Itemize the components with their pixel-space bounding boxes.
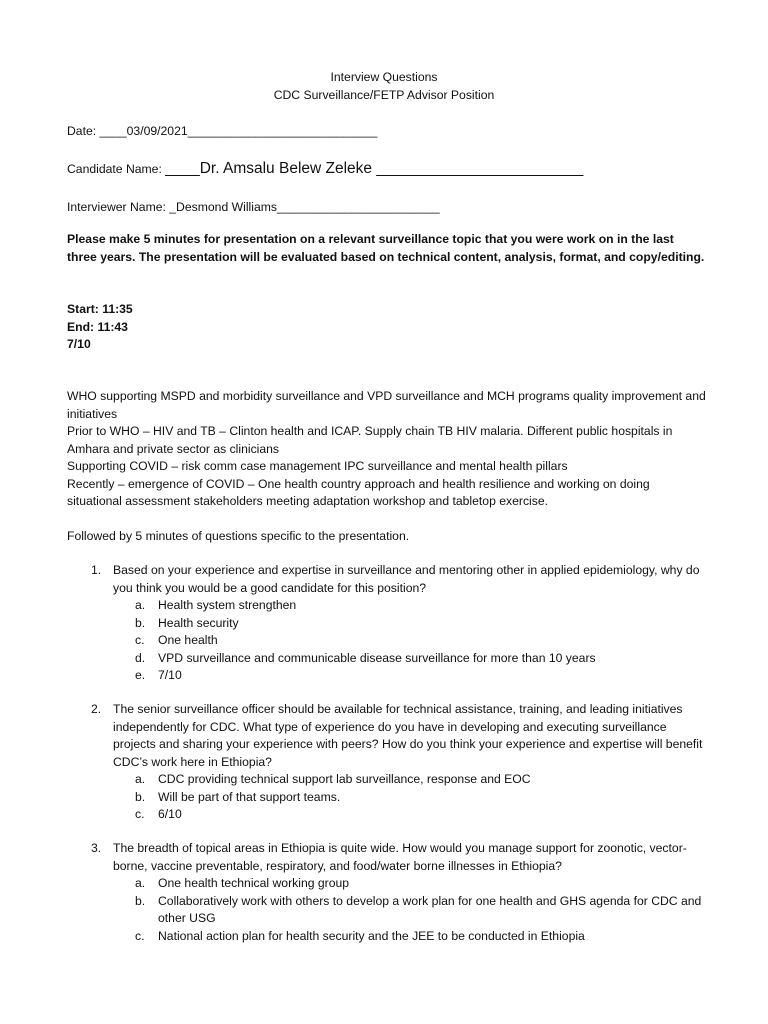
candidate-row: [67, 160, 707, 179]
answer-letter: b.: [135, 789, 146, 804]
question-2: [67, 701, 707, 824]
end-time: End: 11:43: [67, 319, 128, 334]
answer-item: [135, 597, 707, 615]
document-title: Interview Questions: [330, 70, 438, 84]
answer-letter: a.: [135, 772, 146, 786]
answer-item: [135, 667, 707, 685]
note-paragraph: Prior to WHO – HIV and TB – Clinton health and ICAP. Supply chain TB HIV malaria. Different public hospitals in Amhara and private sector as clinicians: [67, 424, 673, 456]
answer-letter: c.: [135, 807, 145, 821]
question-number: 2.: [91, 702, 102, 716]
answer-text: VPD surveillance and communicable disease surveillance for more than 10 years: [158, 650, 596, 665]
answer-letter: e.: [135, 668, 146, 682]
question-text: Based on your experience and expertise in surveillance and mentoring other in applied epidemiology, why do you think you would be a good candidate for this position?: [113, 563, 700, 595]
answer-letter: b.: [135, 615, 146, 630]
answer-text: Collaboratively work with others to develop a work plan for one health and GHS agenda for CDC and other USG: [158, 893, 702, 925]
interviewer-row: [67, 199, 707, 217]
answer-text: One health technical working group: [158, 876, 350, 890]
answer-letter: c.: [135, 633, 145, 647]
answer-item: [135, 650, 707, 668]
question-3: [67, 840, 707, 945]
answer-text: Health security: [158, 615, 239, 630]
timing-block: [67, 301, 707, 354]
answer-item: [135, 615, 707, 633]
answer-text: Will be part of that support teams.: [158, 789, 341, 804]
answer-text: One health: [158, 633, 218, 647]
presentation-score: 7/10: [67, 337, 91, 351]
answer-item: [135, 893, 707, 928]
answer-item: [135, 928, 707, 946]
answer-text: 6/10: [158, 807, 182, 821]
question-number: 3.: [91, 841, 102, 855]
answer-letter: d.: [135, 650, 146, 665]
interview-notes: [67, 388, 707, 511]
answer-text: Health system strengthen: [158, 598, 297, 612]
question-text: The senior surveillance officer should be available for technical assistance, training, and leading initiatives independently for CDC. What type of experience do you have in developing and executing surveillance projects and sharing your experience with peers? How do you think your experience and expertise will benefit CDC’s work here in Ethiopia?: [113, 702, 703, 769]
answer-letter: a.: [135, 876, 146, 890]
answer-item: [135, 806, 707, 824]
answer-letter: b.: [135, 893, 146, 908]
date-value: ____03/09/2021____________________________: [99, 124, 378, 138]
candidate-value: ____Dr. Amsalu Belew Zeleke ________________________: [165, 160, 584, 177]
candidate-label: Candidate Name:: [67, 162, 162, 176]
note-paragraph: Supporting COVID – risk comm case management IPC surveillance and mental health pillars: [67, 459, 568, 473]
instructions-paragraph: Please make 5 minutes for presentation on a relevant surveillance topic that you were work on in the last three years. The presentation will be evaluated based on technical content, analysis, format, and copy/editing.: [67, 232, 705, 264]
answer-text: National action plan for health security and the JEE to be conducted in Ethiopia: [158, 928, 585, 943]
answer-text: 7/10: [158, 668, 182, 682]
date-label: Date:: [67, 124, 97, 138]
date-row: [67, 123, 707, 141]
answer-item: [135, 632, 707, 650]
question-1: [67, 562, 707, 685]
answer-text: CDC providing technical support lab surveillance, response and EOC: [158, 772, 531, 786]
followup-text: Followed by 5 minutes of questions specific to the presentation.: [67, 529, 410, 543]
start-time: Start: 11:35: [67, 302, 133, 316]
answer-item: [135, 875, 707, 893]
answer-item: [135, 771, 707, 789]
note-paragraph: Recently – emergence of COVID – One health country approach and health resilience and working on doing situational assessment stakeholders meeting adaptation workshop and tabletop exercise.: [67, 476, 650, 508]
question-text: The breadth of topical areas in Ethiopia is quite wide. How would you manage support for zoonotic, vector-borne, vaccine preventable, respiratory, and food/water borne illnesses in Ethiopia?: [113, 841, 687, 873]
question-number: 1.: [91, 563, 102, 577]
document-subtitle: CDC Surveillance/FETP Advisor Position: [273, 87, 495, 102]
answer-letter: c.: [135, 928, 145, 943]
document-header: [0, 69, 768, 104]
answer-letter: a.: [135, 598, 146, 612]
answer-item: [135, 789, 707, 807]
interviewer-label: Interviewer Name:: [67, 200, 166, 214]
interviewer-value: _Desmond Williams________________________: [169, 200, 440, 214]
note-paragraph: WHO supporting MSPD and morbidity surveillance and VPD surveillance and MCH programs quality improvement and initiatives: [67, 389, 706, 421]
